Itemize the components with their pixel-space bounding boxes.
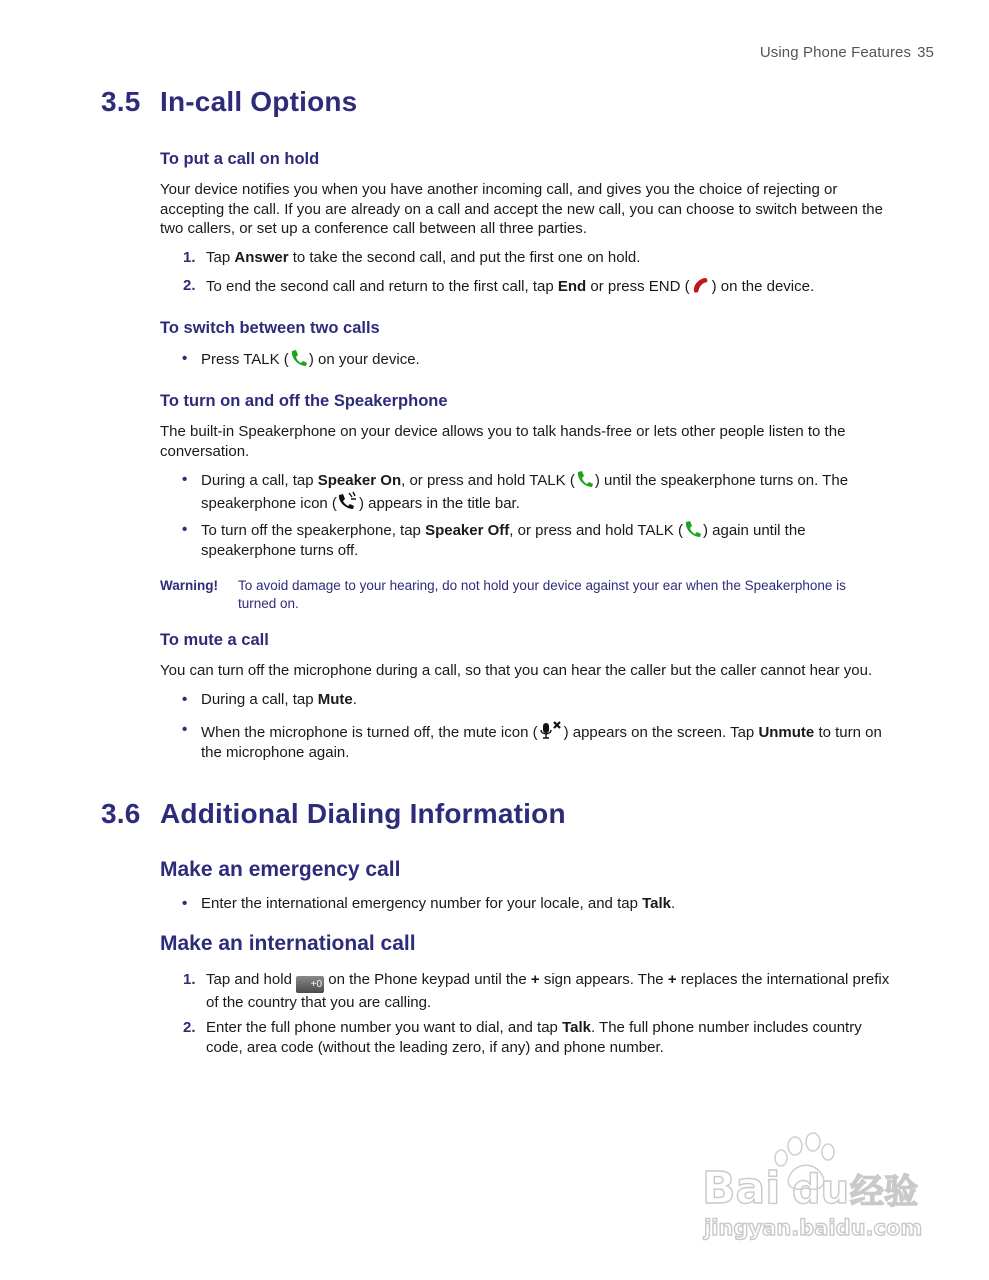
talk-icon [575, 470, 595, 488]
step-number: 2. [183, 277, 196, 294]
paragraph-speakerphone-intro: The built-in Speakerphone on your device allows you to talk hands-free or lets other people listen to the conversation. [160, 423, 846, 460]
section-number: 3.6 [101, 798, 141, 829]
paragraph-mute-intro: You can turn off the microphone during a call, so that you can hear the caller but the caller cannot hear you. [160, 662, 873, 679]
step-number: 1. [183, 971, 196, 988]
speakerphone-icon [337, 491, 359, 511]
heading-international: Make an international call [160, 932, 416, 955]
warning-text: To avoid damage to your hearing, do not hold your device against your ear when the Speakerphone is turned on. [238, 578, 846, 611]
page-number: 35 [917, 44, 934, 61]
bullet: • [182, 521, 188, 538]
bullet: • [182, 895, 188, 912]
heading-hold: To put a call on hold [160, 150, 320, 168]
step-text: Tap Answer to take the second call, and put the first one on hold. [206, 249, 641, 266]
section-heading: Additional Dialing Information [160, 798, 566, 829]
bullet-text: Press TALK ( ) on your device. [201, 351, 420, 368]
talk-icon [683, 520, 703, 538]
heading-switch: To switch between two calls [160, 319, 380, 337]
watermark-brand-a: Bai [702, 1163, 781, 1214]
running-title: Using Phone Features [759, 44, 912, 61]
list-item [160, 894, 900, 914]
bullet-text: During a call, tap Mute. [201, 691, 357, 708]
warning-label: Warning! [160, 578, 218, 593]
warning-note [160, 577, 860, 612]
mute-icon [538, 720, 564, 740]
list-item [160, 248, 900, 268]
watermark-brand-c: 经验 [850, 1172, 918, 1212]
paragraph-hold-intro: Your device notifies you when you have another incoming call, and gives you the choice of rejecting or accepting the call. If you are already on a call and accept the new call, you can choose to switch between the two callers, or set up a conference call between all three parties. [160, 181, 883, 237]
step-text: Enter the full phone number you want to dial, and tap Talk. The full phone number includes country code, area code (without the leading zero, if any) and phone number. [206, 1019, 862, 1056]
list-item [160, 470, 900, 514]
section-title-3-6 [101, 798, 566, 830]
running-header [760, 44, 934, 61]
watermark-url: jingyan.baidu.com [704, 1216, 923, 1240]
bullet: • [182, 471, 188, 488]
step-text: Tap and hold +0 on the Phone keypad until the + sign appears. The + replaces the international prefix of the country that you are calling. [206, 971, 890, 1011]
bullet: • [182, 350, 188, 367]
baidu-watermark [700, 1130, 940, 1245]
step-number: 1. [183, 249, 196, 266]
list-item [160, 720, 900, 762]
step-number: 2. [183, 1019, 196, 1036]
heading-speakerphone: To turn on and off the Speakerphone [160, 392, 448, 410]
section-number: 3.5 [101, 86, 141, 117]
step-text: To end the second call and return to the first call, tap End or press END ( ) on the device. [206, 278, 815, 295]
heading-mute: To mute a call [160, 631, 269, 649]
bullet-text: Enter the international emergency number for your locale, and tap Talk. [201, 895, 676, 912]
talk-icon [289, 349, 309, 367]
list-item [160, 276, 900, 297]
list-item [160, 690, 900, 710]
list-item [160, 1018, 900, 1057]
bullet-text: To turn off the speakerphone, tap Speaker Off, or press and hold TALK ( ) again until the speakerphone turns off. [201, 522, 806, 559]
watermark-brand-b: du [792, 1167, 850, 1213]
bullet-text: When the microphone is turned off, the mute icon ( ) appears on the screen. Tap Unmute to turn on the microphone again. [201, 720, 900, 762]
bullet: • [182, 721, 188, 738]
bullet: • [182, 691, 188, 708]
end-call-icon [690, 276, 712, 294]
list-item [160, 520, 900, 560]
list-item [160, 349, 900, 370]
section-heading: In-call Options [160, 86, 358, 117]
plus-zero-key-icon: +0 [296, 976, 324, 993]
list-item [160, 970, 900, 1013]
section-title-3-5 [101, 86, 357, 118]
heading-emergency: Make an emergency call [160, 858, 401, 881]
bullet-text: During a call, tap Speaker On, or press and hold TALK ( ) until the speakerphone turns on. The speakerphone icon ( ) appears in the title bar. [201, 472, 849, 512]
